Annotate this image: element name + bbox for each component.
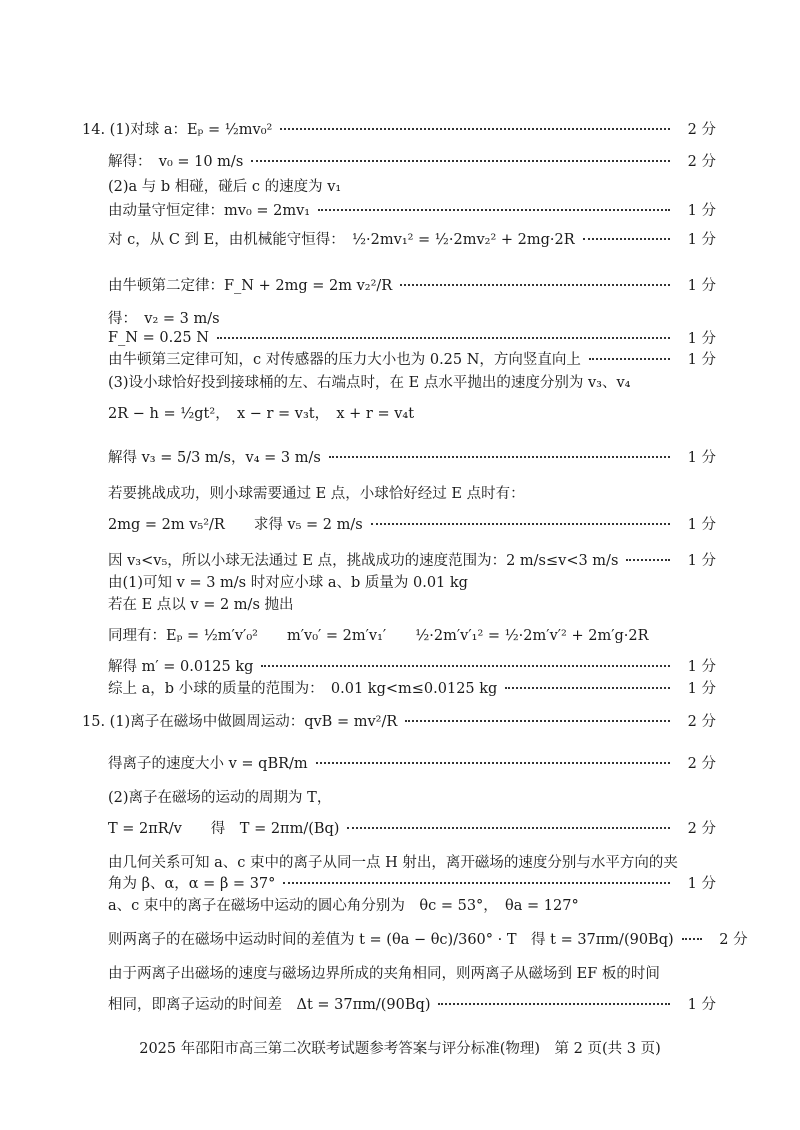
line-15-2 bbox=[108, 752, 716, 773]
leader-dots bbox=[438, 1002, 670, 1005]
line-text: 由牛顿第三定律可知，c 对传感器的压力大小也为 0.25 N，方向竖直向上 bbox=[108, 352, 581, 368]
line-text: 由动量守恒定律：mv₀ = 2mv₁ bbox=[108, 203, 311, 219]
line-text: 2R − h = ½gt²， x − r = v₃t， x + r = v₄t bbox=[108, 406, 415, 422]
score: 1 分 bbox=[687, 876, 716, 892]
line-14-20 bbox=[108, 677, 716, 698]
line-text: 相同，即离子运动的时间差 Δt = 37πm/(90Bq) bbox=[108, 997, 431, 1013]
line-text: 由牛顿第二定律：F_N + 2mg = 2m v₂²/R bbox=[108, 278, 393, 294]
line-text: (2)离子在磁场的运动的周期为 T， bbox=[108, 790, 332, 806]
line-14-9 bbox=[108, 348, 716, 369]
line-text: 若在 E 点以 v = 2 m/s 抛出 bbox=[108, 597, 294, 613]
page-footer: 2025 年邵阳市高三第二次联考试题参考答案与评分标准(物理) 第 2 页(共 3 页) bbox=[139, 1041, 661, 1057]
score: 1 分 bbox=[687, 278, 716, 294]
line-text: 角为 β、α，α = β = 37° bbox=[108, 876, 276, 892]
leader-dots bbox=[280, 127, 670, 130]
line-text: 解得 m′ = 0.0125 kg bbox=[108, 659, 254, 675]
line-text: 得： v₂ = 3 m/s bbox=[108, 311, 220, 327]
line-text: 由几何关系可知 a、c 束中的离子从同一点 H 射出，离开磁场的速度分别与水平方向的夹 bbox=[108, 855, 678, 871]
line-14-12 bbox=[108, 446, 716, 467]
line-text: 得离子的速度大小 v = qBR/m bbox=[108, 756, 308, 772]
score: 2 分 bbox=[719, 932, 748, 948]
line-14-2 bbox=[108, 150, 716, 171]
line-14-18 bbox=[108, 624, 716, 645]
line-text: a、c 束中的离子在磁场中运动的圆心角分别为 θc = 53°， θa = 127° bbox=[108, 898, 579, 914]
line-text: 由(1)可知 v = 3 m/s 时对应小球 a、b 质量为 0.01 kg bbox=[108, 575, 468, 591]
leader-dots bbox=[283, 881, 670, 884]
line-15-6 bbox=[108, 872, 716, 893]
leader-dots bbox=[329, 455, 670, 458]
line-15-8 bbox=[108, 928, 748, 949]
score: 2 分 bbox=[687, 122, 716, 138]
line-text: 15. (1)离子在磁场中做圆周运动：qvB = mv²/R bbox=[82, 714, 398, 730]
line-text: (3)设小球恰好投到接球桶的左、右端点时，在 E 点水平抛出的速度分别为 v₃、v₄ bbox=[108, 375, 631, 391]
leader-dots bbox=[318, 208, 670, 211]
line-text: 14. (1)对球 a：Eₚ = ½mv₀² bbox=[82, 122, 273, 138]
leader-dots bbox=[583, 237, 670, 240]
line-text: 2mg = 2m v₅²/R 求得 v₅ = 2 m/s bbox=[108, 517, 363, 533]
line-15-1 bbox=[82, 710, 716, 731]
line-14-3 bbox=[108, 175, 716, 196]
line-15-3 bbox=[108, 786, 716, 807]
score: 1 分 bbox=[687, 331, 716, 347]
line-14-4 bbox=[108, 199, 716, 220]
line-text: 同理有：Eₚ = ½m′v′₀² m′v₀′ = 2m′v₁′ ½·2m′v′₁² = ½·2m′v′² + 2m′g·2R bbox=[108, 628, 649, 644]
line-14-19 bbox=[108, 655, 716, 676]
line-14-13 bbox=[108, 482, 716, 503]
line-15-4 bbox=[108, 817, 716, 838]
line-text: T = 2πR/v 得 T = 2πm/(Bq) bbox=[108, 821, 340, 837]
line-text: (2)a 与 b 相碰，碰后 c 的速度为 v₁ bbox=[108, 179, 342, 195]
line-14-7 bbox=[108, 307, 716, 328]
line-text: 由于两离子出磁场的速度与磁场边界所成的夹角相同，则两离子从磁场到 EF 板的时间 bbox=[108, 966, 660, 982]
leader-dots bbox=[217, 336, 670, 339]
score: 1 分 bbox=[687, 659, 716, 675]
line-15-7 bbox=[108, 894, 716, 915]
leader-dots bbox=[400, 283, 670, 286]
leader-dots bbox=[505, 686, 670, 689]
line-text: 解得： v₀ = 10 m/s bbox=[108, 154, 244, 170]
leader-dots bbox=[261, 664, 670, 667]
line-14-15 bbox=[108, 549, 716, 570]
line-15-10 bbox=[108, 993, 716, 1014]
line-14-1 bbox=[82, 118, 716, 139]
line-14-6 bbox=[108, 274, 716, 295]
line-text: 解得 v₃ = 5/3 m/s，v₄ = 3 m/s bbox=[108, 450, 321, 466]
leader-dots bbox=[405, 719, 670, 722]
leader-dots bbox=[682, 937, 702, 940]
score: 1 分 bbox=[687, 203, 716, 219]
score: 2 分 bbox=[687, 756, 716, 772]
score: 1 分 bbox=[687, 553, 716, 569]
line-text: 因 v₃<v₅，所以小球无法通过 E 点，挑战成功的速度范围为：2 m/s≤v<3 m/s bbox=[108, 553, 619, 569]
line-15-9 bbox=[108, 962, 716, 983]
line-text: F_N = 0.25 N bbox=[108, 329, 209, 346]
leader-dots bbox=[316, 761, 670, 764]
line-14-8 bbox=[108, 327, 716, 348]
score: 1 分 bbox=[687, 681, 716, 697]
score: 1 分 bbox=[687, 517, 716, 533]
leader-dots bbox=[251, 159, 670, 162]
leader-dots bbox=[589, 357, 670, 360]
line-14-11 bbox=[108, 402, 716, 423]
score: 1 分 bbox=[687, 352, 716, 368]
line-text: 综上 a，b 小球的质量的范围为： 0.01 kg<m≤0.0125 kg bbox=[108, 681, 498, 697]
line-text: 则两离子的在磁场中运动时间的差值为 t = (θa − θc)/360° · T 得 t = 37πm/(90Bq) bbox=[108, 932, 674, 948]
leader-dots bbox=[347, 826, 670, 829]
score: 1 分 bbox=[687, 232, 716, 248]
line-15-5 bbox=[108, 851, 716, 872]
line-14-14 bbox=[108, 513, 716, 534]
score: 1 分 bbox=[687, 450, 716, 466]
score: 1 分 bbox=[687, 997, 716, 1013]
score: 2 分 bbox=[687, 154, 716, 170]
line-14-16 bbox=[108, 571, 716, 592]
line-text: 若要挑战成功，则小球需要通过 E 点，小球恰好经过 E 点时有： bbox=[108, 486, 525, 502]
line-text: 对 c，从 C 到 E，由机械能守恒得： ½·2mv₁² = ½·2mv₂² + 2mg·2R bbox=[108, 232, 575, 248]
line-14-5 bbox=[108, 228, 716, 249]
leader-dots bbox=[626, 558, 670, 561]
leader-dots bbox=[371, 522, 670, 525]
score: 2 分 bbox=[687, 714, 716, 730]
line-14-10 bbox=[108, 371, 716, 392]
line-14-17 bbox=[108, 593, 716, 614]
score: 2 分 bbox=[687, 821, 716, 837]
